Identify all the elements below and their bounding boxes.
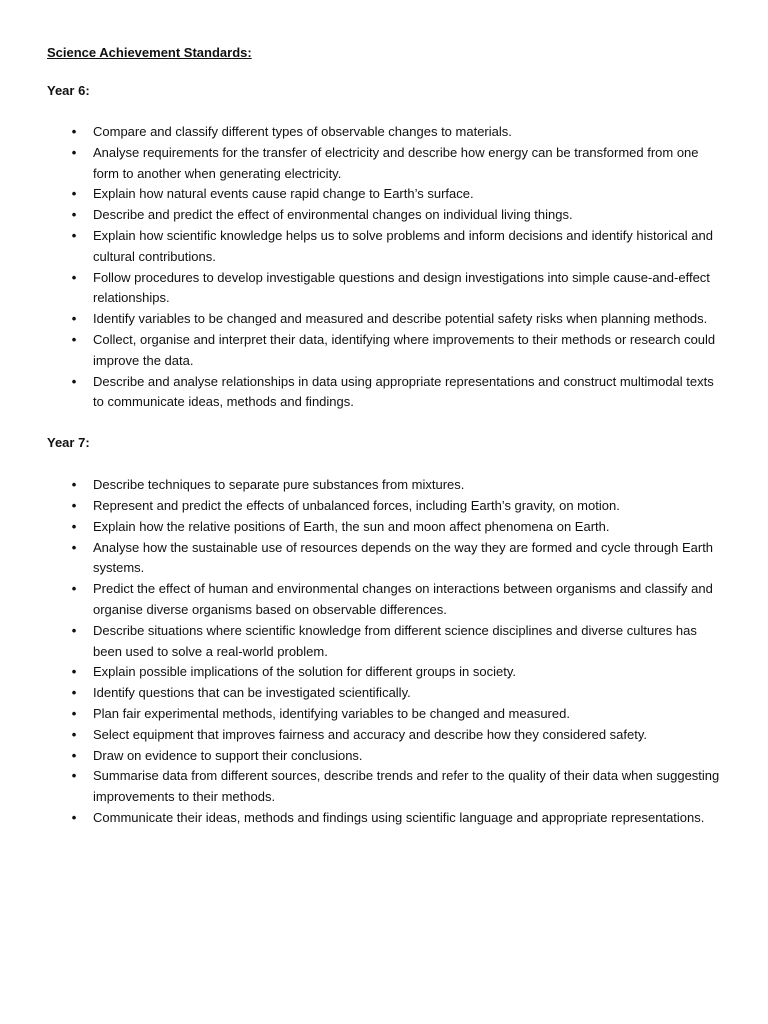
list-item: • Represent and predict the effects of unbalanced forces, including Earth’s gravity, on motion. xyxy=(47,496,728,517)
list-item: • Compare and classify different types of observable changes to materials. xyxy=(47,122,728,143)
bullet-icon: • xyxy=(71,581,77,597)
list-item: • Describe techniques to separate pure substances from mixtures. xyxy=(47,475,728,496)
list-item: • Analyse how the sustainable use of resources depends on the way they are formed and cycle through Earth systems. xyxy=(47,538,728,580)
bullet-icon: • xyxy=(71,373,77,389)
list-item: • Draw on evidence to support their conclusions. xyxy=(47,746,728,767)
bullet-icon: • xyxy=(71,497,77,513)
bullet-icon: • xyxy=(71,311,77,327)
bullet-icon: • xyxy=(71,227,77,243)
list-item: • Identify variables to be changed and measured and describe potential safety risks when planning methods. xyxy=(47,309,728,330)
bullet-icon: • xyxy=(71,747,77,763)
list-item: • Predict the effect of human and environmental changes on interactions between organisms and classify and organise diverse organisms based on observable differences. xyxy=(47,579,728,621)
bullet-icon: • xyxy=(71,539,77,555)
bullet-icon: • xyxy=(71,622,77,638)
list-item: • Describe and predict the effect of environmental changes on individual living things. xyxy=(47,205,728,226)
list-item: • Explain how scientific knowledge helps us to solve problems and inform decisions and identify historical and cultural contributions. xyxy=(47,226,728,268)
list-item: • Follow procedures to develop investigable questions and design investigations into simple cause-and-effect relationships. xyxy=(47,268,728,310)
bullet-icon: • xyxy=(71,726,77,742)
list-item: • Summarise data from different sources, describe trends and refer to the quality of their data when suggesting improvements to their methods. xyxy=(47,766,728,808)
list-item: • Explain how natural events cause rapid change to Earth’s surface. xyxy=(47,184,728,205)
bullet-icon: • xyxy=(71,685,77,701)
document-title: Science Achievement Standards: xyxy=(47,45,252,60)
bullet-icon: • xyxy=(71,207,77,223)
list-item: • Select equipment that improves fairness and accuracy and describe how they considered safety. xyxy=(47,725,728,746)
list-item: • Communicate their ideas, methods and findings using scientific language and appropriate representations. xyxy=(47,808,728,829)
year-7-standards-list xyxy=(47,475,728,829)
list-item: • Explain how the relative positions of Earth, the sun and moon affect phenomena on Earth. xyxy=(47,517,728,538)
bullet-icon: • xyxy=(71,705,77,721)
list-item: • Collect, organise and interpret their data, identifying where improvements to their methods or research could improve the data. xyxy=(47,330,728,372)
list-item: • Plan fair experimental methods, identifying variables to be changed and measured. xyxy=(47,704,728,725)
list-item: • Analyse requirements for the transfer of electricity and describe how energy can be transformed from one form to another when generating electricity. xyxy=(47,143,728,185)
bullet-icon: • xyxy=(71,144,77,160)
bullet-icon: • xyxy=(71,477,77,493)
bullet-icon: • xyxy=(71,269,77,285)
year-6-standards-list xyxy=(47,122,728,413)
list-item: • Identify questions that can be investigated scientifically. xyxy=(47,683,728,704)
bullet-icon: • xyxy=(71,186,77,202)
bullet-icon: • xyxy=(71,331,77,347)
bullet-icon: • xyxy=(71,768,77,784)
list-item: • Describe and analyse relationships in data using appropriate representations and construct multimodal texts to communicate ideas, methods and findings. xyxy=(47,372,728,414)
bullet-icon: • xyxy=(71,809,77,825)
list-item: • Explain possible implications of the solution for different groups in society. xyxy=(47,662,728,683)
year-7-heading: Year 7: xyxy=(47,435,90,451)
bullet-icon: • xyxy=(71,664,77,680)
year-6-heading: Year 6: xyxy=(47,83,90,98)
list-item: • Describe situations where scientific knowledge from different science disciplines and diverse cultures has been used to solve a real-world problem. xyxy=(47,621,728,663)
bullet-icon: • xyxy=(71,518,77,534)
bullet-icon: • xyxy=(71,124,77,139)
